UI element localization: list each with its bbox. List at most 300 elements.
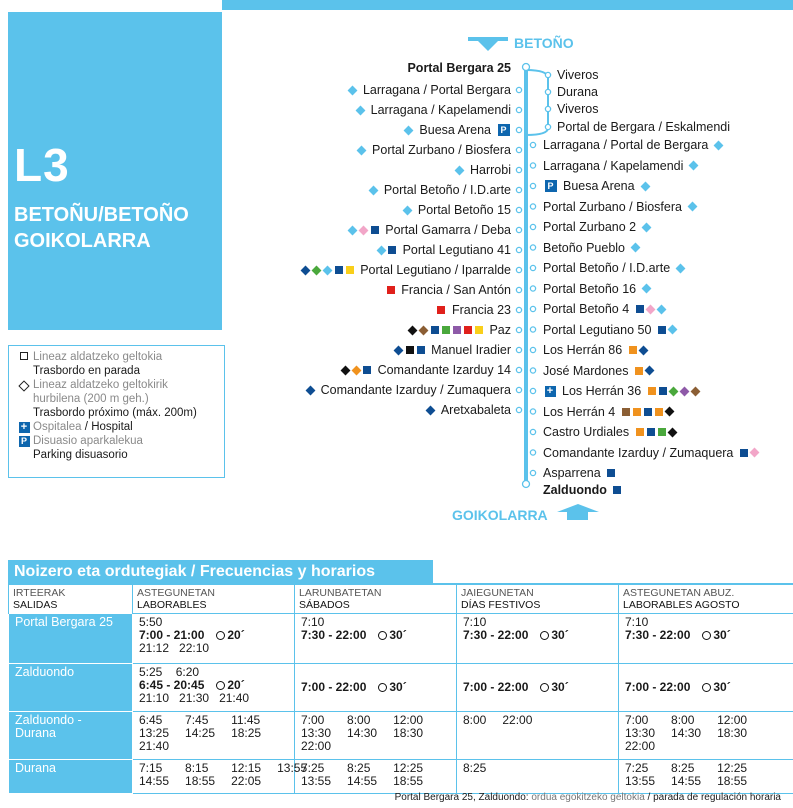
transfer-square-icon (464, 326, 472, 334)
time-grid (625, 714, 787, 753)
stop-label: Durana (557, 85, 598, 99)
cell-holidays (457, 760, 619, 794)
transfer-diamond-icon (340, 365, 350, 375)
route-stop-left (347, 222, 511, 238)
line-name-line2: GOIKOLARRA (14, 230, 151, 252)
stop-label: Comandante Izarduy / Zumaquera (320, 383, 511, 397)
cell-saturdays (295, 712, 457, 760)
stop-label: Portal Legutiano 50 (543, 322, 652, 337)
departure-time: 13:30 (301, 726, 332, 740)
time-grid (139, 714, 288, 753)
clock-icon (378, 631, 387, 640)
time-range: 7:30 - 22:00 (301, 628, 367, 642)
route-stop-right (543, 281, 652, 297)
cell-august (619, 664, 793, 712)
departure-time: 13:30 (625, 726, 656, 740)
legend-label-es: Hospital (91, 421, 133, 433)
terminal-bottom-stop (543, 482, 623, 498)
departure-time: 22:00 (502, 713, 533, 727)
stop-dot (523, 64, 530, 71)
legend-label-eu: Lineaz aldatzeko geltokirik hurbilena (200 m geh.) (33, 379, 168, 405)
hospital-icon: + (545, 386, 556, 397)
arrow-down-icon (468, 37, 508, 51)
stop-dot (545, 72, 550, 77)
stop-label: Portal Zurbano / Biosfera (543, 199, 682, 214)
departure-time: 7:00 (301, 713, 325, 727)
transfer-diamond-icon (640, 181, 650, 191)
stop-dot (530, 245, 535, 250)
transfer-diamond-icon (668, 427, 678, 437)
header-es: SALIDAS (13, 599, 58, 611)
header-eu: JAIEGUNETAN (461, 587, 534, 599)
time-range: 7:30 - 22:00 (463, 628, 529, 642)
transfer-diamond-icon (646, 304, 656, 314)
time-range: 6:45 - 20:45 (139, 678, 205, 692)
clock-icon (378, 683, 387, 692)
route-stop-right (543, 301, 667, 317)
stop-name-line1: Zalduondo - (15, 713, 82, 727)
departure-time: 7:15 (139, 761, 163, 775)
header-es: LABORABLES (137, 599, 207, 611)
parking-icon: P (498, 124, 510, 136)
legend-label-es: Trasbordo próximo (máx. 200m) (33, 407, 197, 419)
stop-label: Portal Betoño 16 (543, 281, 637, 296)
schedule-table (8, 585, 793, 794)
stop-dot (530, 347, 535, 352)
transfer-square-icon (655, 408, 663, 416)
line-code: L3 (14, 139, 70, 191)
route-stop-left (454, 162, 511, 178)
time-range: 7:00 - 21:00 (139, 628, 205, 642)
stop-dot (516, 327, 521, 332)
parking-icon: P (19, 436, 30, 447)
clock-icon (702, 631, 711, 640)
stop-label: Larragana / Portal Bergara (362, 83, 511, 97)
clock-icon (540, 631, 549, 640)
transfer-square-icon (636, 428, 644, 436)
departure-time: 22:00 (301, 739, 332, 753)
frequency: 30´ (551, 628, 569, 642)
cell-saturdays (295, 664, 457, 712)
stop-dot (530, 409, 535, 414)
transfer-square-icon (387, 286, 395, 294)
route-stop-right (543, 383, 701, 399)
table-row (9, 614, 793, 664)
transfer-square-icon (648, 387, 656, 395)
transfer-square-icon (442, 326, 450, 334)
stop-label: Los Herrán 36 (562, 384, 642, 398)
departure-time: 6:45 (139, 713, 163, 727)
transfer-diamond-icon (348, 225, 358, 235)
clock-icon (540, 683, 549, 692)
departure-time: 18:55 (393, 774, 424, 788)
time-after: 21:10 21:30 21:40 (139, 691, 250, 705)
stop-dot (516, 387, 521, 392)
cell-weekdays (133, 760, 308, 794)
header-es: DÍAS FESTIVOS (461, 599, 541, 611)
stop-label: Viveros (557, 68, 599, 82)
stop-label: Larragana / Kapelamendi (543, 158, 684, 173)
route-stop-left (436, 302, 511, 318)
footnote-stops: Portal Bergara 25, Zalduondo: (394, 792, 529, 803)
route-stop-left (385, 282, 511, 298)
direction-south-label: GOIKOLARRA (452, 507, 548, 523)
stop-label: José Mardones (543, 363, 629, 378)
cell-weekdays (133, 712, 295, 760)
cell-holidays (457, 664, 619, 712)
transfer-square-icon (658, 326, 666, 334)
legend-label-eu: Lineaz aldatzeko geltokia (33, 351, 163, 363)
stop-label: Los Herrán 4 (543, 404, 616, 419)
departure-time: 12:15 (231, 761, 262, 775)
time-grid (463, 762, 612, 775)
route-stop-left (300, 262, 511, 278)
time-first: 7:10 (463, 615, 487, 629)
stop-dot (530, 286, 535, 291)
header-holidays (457, 585, 619, 614)
table-row (9, 664, 793, 712)
legend-item-hospital: + Ospitalea / Hospital (15, 420, 218, 434)
time-range: 7:00 - 22:00 (463, 680, 529, 694)
route-stop-left (402, 202, 511, 218)
header-eu: ASTEGUNETAN ABUZ. (623, 587, 735, 599)
branch-stop (557, 67, 598, 83)
route-stop-left (376, 242, 511, 258)
departure-time: 13:55 (277, 761, 308, 775)
stop-label: Los Herrán 86 (543, 343, 623, 357)
schedule-title-bar: Noizero eta ordutegiak / Frecuencias y horarios (8, 560, 433, 583)
departure-time: 18:55 (185, 774, 216, 788)
stop-label: Harrobi (470, 163, 511, 177)
stop-label: Asparrena (543, 466, 601, 480)
stop-dot (530, 368, 535, 373)
time-range: 7:00 - 22:00 (301, 680, 367, 694)
departure-time: 14:30 (347, 726, 378, 740)
transfer-diamond-icon (305, 385, 315, 395)
departure-time: 22:00 (625, 739, 656, 753)
time-first: 5:50 (139, 615, 163, 629)
stop-dot (516, 367, 521, 372)
stop-label: Portal de Bergara / Eskalmendi (557, 120, 731, 134)
transfer-diamond-icon (642, 222, 652, 232)
stop-label: Francia / San Antón (401, 283, 511, 297)
departure-time: 21:40 (139, 739, 170, 753)
time-grid (463, 714, 612, 727)
route-stop-right (543, 363, 655, 379)
transfer-diamond-icon (368, 185, 378, 195)
header-weekdays (133, 585, 295, 614)
transfer-diamond-icon (676, 263, 686, 273)
legend-label-eu: Disuasio aparkalekua (33, 435, 143, 447)
schedule-footnote: Portal Bergara 25, Zalduondo: ordua egokitzeko geltokia / parada de regulación horaria (394, 792, 781, 803)
route-stop-right (543, 260, 686, 276)
transfer-diamond-icon (750, 448, 760, 458)
stop-dot (530, 224, 535, 229)
stop-label: Zalduondo (543, 483, 607, 497)
transfer-diamond-icon (657, 304, 667, 314)
route-branch-line (526, 70, 548, 135)
transfer-square-icon (633, 408, 641, 416)
arrow-up-icon (557, 504, 599, 520)
frequency: 30´ (713, 628, 731, 642)
stop-label: Francia 23 (451, 303, 511, 317)
transfer-square-icon (629, 346, 637, 354)
departure-time: 12:25 (393, 761, 424, 775)
cell-holidays (457, 712, 619, 760)
departure-time: 12:25 (717, 761, 748, 775)
stop-dot (530, 388, 535, 393)
time-first: 5:25 6:20 (139, 665, 200, 679)
header-eu: ASTEGUNETAN (137, 587, 215, 599)
transfer-diamond-icon (408, 325, 418, 335)
route-stop-right (543, 424, 678, 440)
transfer-diamond-icon (669, 386, 679, 396)
transfer-square-icon (658, 428, 666, 436)
stop-dot (530, 306, 535, 311)
stop-dot (516, 127, 521, 132)
stop-dot (516, 307, 521, 312)
time-grid (625, 762, 787, 788)
stop-label: Manuel Iradier (431, 343, 511, 357)
route-stop-right (543, 158, 699, 174)
stop-label: Larragana / Portal de Bergara (543, 138, 709, 152)
transfer-diamond-icon (359, 225, 369, 235)
transfer-diamond-icon (301, 265, 311, 275)
stop-dot (523, 481, 530, 488)
stop-label: Castro Urdiales (543, 425, 630, 439)
stop-label: Portal Bergara 25 (407, 61, 511, 75)
transfer-square-icon (437, 306, 445, 314)
stop-label: Portal Betoño / I.D.arte (383, 183, 511, 197)
table-row (9, 760, 793, 794)
stop-dot (516, 227, 521, 232)
transfer-diamond-icon (691, 386, 701, 396)
departure-time: 18:30 (393, 726, 424, 740)
stop-name-line2: Durana (15, 726, 56, 740)
transfer-diamond-icon (323, 265, 333, 275)
stop-label: Buesa Arena (563, 179, 635, 193)
transfer-diamond-icon (355, 105, 365, 115)
stop-dot (530, 429, 535, 434)
cell-saturdays (295, 614, 457, 664)
terminal-top-stop (407, 60, 511, 76)
clock-icon (216, 681, 225, 690)
stop-dot (516, 347, 521, 352)
departure-time: 8:00 (347, 713, 371, 727)
stop-dot (530, 142, 535, 147)
transfer-square-icon (406, 346, 414, 354)
parking-icon: P (545, 180, 557, 192)
transfer-square-icon (417, 346, 425, 354)
frequency: 30´ (713, 680, 731, 694)
transfer-diamond-icon (639, 345, 649, 355)
stop-dot (516, 87, 521, 92)
route-stop-right (543, 322, 678, 338)
departure-time: 12:00 (717, 713, 748, 727)
stop-dot (545, 106, 550, 111)
header-august (619, 585, 793, 614)
cell-august (619, 614, 793, 664)
departure-time: 7:25 (301, 761, 325, 775)
clock-icon (702, 683, 711, 692)
departure-time: 14:55 (671, 774, 702, 788)
transfer-square-icon (371, 226, 379, 234)
transfer-square-icon (635, 367, 643, 375)
stop-label: Paz (489, 323, 511, 337)
route-stop-left (368, 182, 511, 198)
stop-dot (530, 470, 535, 475)
transfer-diamond-icon (376, 245, 386, 255)
route-stop-left (356, 142, 511, 158)
departure-time: 8:25 (463, 761, 487, 775)
route-stop-left (347, 82, 511, 98)
route-stop-right (543, 240, 641, 256)
stop-dot (530, 327, 535, 332)
departure-time: 8:25 (671, 761, 695, 775)
stop-dot (516, 167, 521, 172)
departure-time: 7:00 (625, 713, 649, 727)
stop-label: Portal Legutiano / Iparralde (360, 263, 511, 277)
stop-label: Aretxabaleta (440, 403, 511, 417)
footnote-es: parada de regulación horaria (653, 792, 781, 803)
departure-time: 13:55 (625, 774, 656, 788)
header-es: LABORABLES AGOSTO (623, 599, 740, 611)
departure-time: 14:55 (139, 774, 170, 788)
stop-dot (545, 89, 550, 94)
time-range: 7:30 - 22:00 (625, 628, 691, 642)
stop-dot (516, 207, 521, 212)
departure-time: 8:00 (463, 713, 487, 727)
time-range: 7:00 - 22:00 (625, 680, 691, 694)
transfer-square-icon (659, 387, 667, 395)
cell-weekdays (133, 614, 295, 664)
direction-north-label: BETOÑO (514, 35, 574, 51)
stop-dot (516, 247, 521, 252)
branch-stop (557, 84, 598, 100)
transfer-diamond-icon (419, 325, 429, 335)
stop-dot (545, 124, 550, 129)
departure-time: 11:45 (231, 713, 261, 727)
transfer-square-icon (346, 266, 354, 274)
header-eu: LARUNBATETAN (299, 587, 382, 599)
transfer-diamond-icon (351, 365, 361, 375)
clock-icon (216, 631, 225, 640)
branch-stop (557, 119, 730, 135)
line-name-line1: BETOÑU/BETOÑO (14, 204, 189, 226)
departure-time: 14:25 (185, 726, 216, 740)
departure-time: 7:25 (625, 761, 649, 775)
cell-august (619, 760, 793, 794)
legend-label-es: Parking disuasorio (33, 449, 128, 461)
transfer-diamond-icon (455, 165, 465, 175)
route-stop-left (355, 102, 511, 118)
stop-label: Portal Zurbano 2 (543, 220, 637, 234)
stop-dot (530, 204, 535, 209)
row-stop-name (9, 712, 133, 760)
stop-label: Viveros (557, 102, 599, 116)
stop-label: Comandante Izarduy 14 (377, 363, 511, 377)
transfer-square-icon (622, 408, 630, 416)
route-stop-right (543, 219, 652, 235)
cell-weekdays (133, 664, 295, 712)
time-grid (301, 762, 450, 788)
route-stop-left (403, 122, 511, 138)
transfer-diamond-icon (404, 125, 414, 135)
transfer-square-icon (607, 469, 615, 477)
departure-time: 18:25 (231, 726, 262, 740)
transfer-square-icon (335, 266, 343, 274)
route-stop-right (543, 342, 649, 358)
transfer-square-icon (453, 326, 461, 334)
transfer-diamond-icon (631, 243, 641, 253)
stop-label: Buesa Arena (419, 123, 491, 137)
departure-time: 13:25 (139, 726, 170, 740)
route-stop-left (340, 362, 511, 378)
stop-label: Portal Betoño 4 (543, 302, 630, 316)
transfer-square-icon (363, 366, 371, 374)
schedule-header-row (9, 585, 793, 614)
transfer-marker (613, 486, 621, 494)
transfer-diamond-icon (394, 345, 404, 355)
transfer-square-icon (740, 449, 748, 457)
departure-time: 12:00 (393, 713, 424, 727)
frequency: 30´ (389, 680, 407, 694)
transfer-diamond-icon (680, 386, 690, 396)
time-grid (301, 714, 450, 753)
stop-dot (530, 450, 535, 455)
route-stop-left (407, 322, 511, 338)
transfer-diamond-icon (312, 265, 322, 275)
departure-time: 8:00 (671, 713, 695, 727)
cell-holidays (457, 614, 619, 664)
transfer-diamond-icon (645, 366, 655, 376)
time-first: 7:10 (625, 615, 649, 629)
stop-label: Comandante Izarduy / Zumaquera (543, 445, 734, 460)
route-stop-right (543, 445, 760, 461)
stop-dot (516, 107, 521, 112)
row-stop-name: Portal Bergara 25 (9, 614, 133, 664)
transfer-square-icon (636, 305, 644, 313)
stop-dot (516, 267, 521, 272)
route-stop-right (543, 404, 675, 420)
stop-dot (516, 287, 521, 292)
transfer-diamond-icon (689, 161, 699, 171)
route-stop-right (543, 178, 651, 194)
route-stop-left (425, 402, 511, 418)
transfer-diamond-icon (688, 202, 698, 212)
row-stop-name: Zalduondo (9, 664, 133, 712)
legend-label-eu: Ospitalea (33, 421, 82, 433)
time-first: 7:10 (301, 615, 325, 629)
frequency: 20´ (227, 678, 245, 692)
header-es: SÁBADOS (299, 599, 350, 611)
transfer-square-icon (431, 326, 439, 334)
stop-dot (516, 187, 521, 192)
transfer-diamond-icon (357, 145, 367, 155)
departure-time: 22:05 (231, 774, 262, 788)
transfer-diamond-icon (642, 284, 652, 294)
route-stop-right (543, 137, 724, 153)
transfer-square-icon (647, 428, 655, 436)
departure-time: 8:15 (185, 761, 209, 775)
cell-august (619, 712, 793, 760)
stop-dot (530, 183, 535, 188)
time-grid (139, 761, 308, 788)
transfer-diamond-icon (425, 405, 435, 415)
stop-label: Portal Betoño / I.D.arte (543, 261, 671, 275)
transfer-diamond-icon (402, 205, 412, 215)
stop-dot (516, 147, 521, 152)
